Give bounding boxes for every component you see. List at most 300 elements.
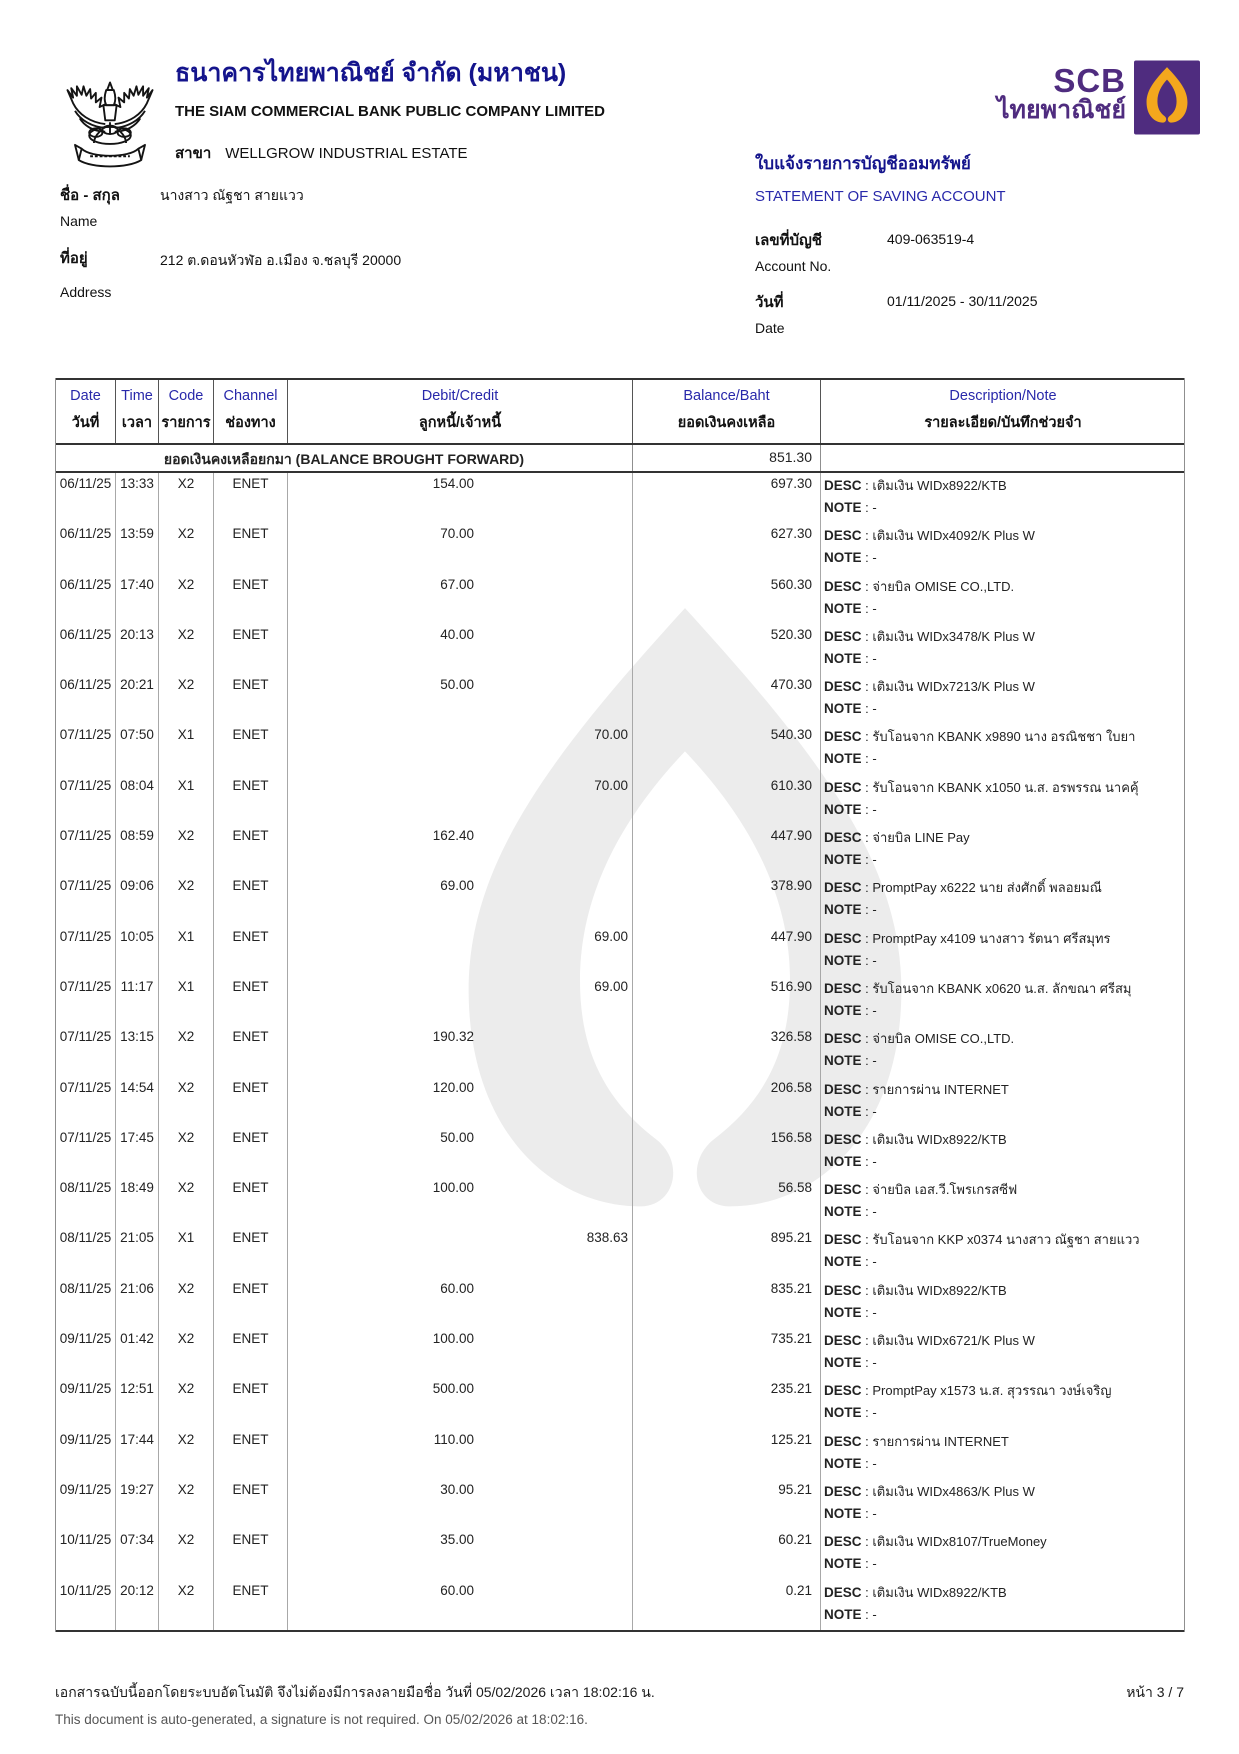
transaction-channel: ENET bbox=[214, 1580, 288, 1630]
credit-amount bbox=[474, 1130, 632, 1177]
transaction-balance: 206.58 bbox=[633, 1077, 821, 1127]
transaction-channel: ENET bbox=[214, 875, 288, 925]
description-line: DESC : เติมเงิน WIDx7213/K Plus W bbox=[824, 679, 1035, 695]
balance-brought-forward-amount: 851.30 bbox=[633, 445, 821, 471]
scb-lotus-icon bbox=[1134, 60, 1200, 135]
transaction-balance: 447.90 bbox=[633, 926, 821, 976]
note-line: NOTE : - bbox=[824, 1153, 877, 1169]
credit-amount: 70.00 bbox=[594, 777, 628, 793]
transaction-balance: 235.21 bbox=[633, 1378, 821, 1428]
transaction-row bbox=[56, 976, 1184, 1026]
note-line: NOTE : - bbox=[824, 801, 877, 817]
credit-amount bbox=[474, 878, 632, 925]
transaction-row bbox=[56, 624, 1184, 674]
description-line: DESC : รายการผ่าน INTERNET bbox=[824, 1433, 1009, 1449]
transaction-balance: 326.58 bbox=[633, 1026, 821, 1076]
transaction-date: 07/11/25 bbox=[56, 775, 116, 825]
transaction-time: 08:59 bbox=[116, 825, 159, 875]
transaction-debit-credit bbox=[288, 1278, 633, 1328]
transaction-debit-credit bbox=[288, 1529, 633, 1579]
account-no-label-th: เลขที่บัญชี bbox=[755, 232, 822, 249]
transaction-date: 08/11/25 bbox=[56, 1227, 116, 1277]
description-line: DESC : รับโอนจาก KBANK x9890 นาง อรณิชชา ใบยา bbox=[824, 729, 1136, 745]
transaction-channel: ENET bbox=[214, 674, 288, 724]
column-header-description: Description/Note รายละเอียด/บันทึกช่วยจำ bbox=[924, 388, 1082, 431]
note-line: NOTE : - bbox=[824, 500, 877, 515]
transaction-row bbox=[56, 1328, 1184, 1378]
transaction-time: 08:04 bbox=[116, 775, 159, 825]
credit-amount: 69.00 bbox=[594, 978, 628, 994]
transaction-time: 21:05 bbox=[116, 1227, 159, 1277]
transaction-channel: ENET bbox=[214, 523, 288, 573]
transaction-row bbox=[56, 875, 1184, 925]
transaction-row bbox=[56, 1227, 1184, 1277]
transaction-description bbox=[821, 825, 1185, 875]
transaction-description bbox=[821, 1378, 1185, 1428]
description-line: DESC : PromptPay x6222 นาย ส่งศักดิ์ พลอยมณี bbox=[824, 880, 1102, 896]
transaction-time: 18:49 bbox=[116, 1177, 159, 1227]
description-line: DESC : เติมเงิน WIDx3478/K Plus W bbox=[824, 628, 1035, 644]
transaction-balance: 835.21 bbox=[633, 1278, 821, 1328]
transaction-code: X2 bbox=[159, 624, 214, 674]
transaction-description bbox=[821, 1479, 1185, 1529]
transaction-debit-credit bbox=[288, 473, 633, 523]
credit-amount bbox=[474, 1432, 632, 1479]
description-line: DESC : จ่ายบิล OMISE CO.,LTD. bbox=[824, 578, 1015, 594]
balance-brought-forward-row bbox=[56, 445, 1184, 473]
transaction-date: 07/11/25 bbox=[56, 1026, 116, 1076]
footer-note-en: This document is auto-generated, a signature is not required. On 05/02/2026 at 18:02:16. bbox=[55, 1712, 588, 1727]
transaction-channel: ENET bbox=[214, 624, 288, 674]
transaction-channel: ENET bbox=[214, 1479, 288, 1529]
transaction-description bbox=[821, 1529, 1185, 1579]
transaction-row bbox=[56, 724, 1184, 774]
transaction-row bbox=[56, 1479, 1184, 1529]
transaction-code: X2 bbox=[159, 1278, 214, 1328]
bank-name-english: THE SIAM COMMERCIAL BANK PUBLIC COMPANY LIMITED bbox=[175, 103, 605, 120]
transaction-balance: 697.30 bbox=[633, 473, 821, 523]
transaction-row bbox=[56, 523, 1184, 573]
credit-amount bbox=[474, 476, 632, 523]
transaction-balance: 125.21 bbox=[633, 1429, 821, 1479]
transaction-balance: 95.21 bbox=[633, 1479, 821, 1529]
column-header-time: Time เวลา bbox=[116, 380, 159, 443]
transaction-channel: ENET bbox=[214, 473, 288, 523]
note-line: NOTE : - bbox=[824, 852, 877, 868]
credit-amount bbox=[474, 1180, 632, 1227]
description-line: DESC : เติมเงิน WIDx8107/TrueMoney bbox=[824, 1534, 1047, 1550]
transaction-row bbox=[56, 1580, 1184, 1630]
note-line: NOTE : - bbox=[824, 1455, 877, 1471]
transaction-description bbox=[821, 523, 1185, 573]
transaction-row bbox=[56, 473, 1184, 523]
note-line: NOTE : - bbox=[824, 701, 877, 717]
scb-logo-text-thai: ไทยพาณิชย์ bbox=[996, 96, 1126, 124]
transaction-description bbox=[821, 1227, 1185, 1277]
transaction-code: X2 bbox=[159, 1529, 214, 1579]
description-line: DESC : เติมเงิน WIDx8922/KTB bbox=[824, 1282, 1007, 1298]
debit-amount: 100.00 bbox=[432, 1331, 474, 1347]
note-line: NOTE : - bbox=[824, 1606, 877, 1622]
scb-logo bbox=[997, 60, 1200, 135]
transaction-debit-credit bbox=[288, 1580, 633, 1630]
debit-amount: 60.00 bbox=[440, 1582, 474, 1598]
date-label-th: วันที่ bbox=[755, 294, 784, 311]
note-line: NOTE : - bbox=[824, 1002, 877, 1018]
debit-amount: 190.32 bbox=[432, 1029, 474, 1045]
transaction-time: 20:13 bbox=[116, 624, 159, 674]
transaction-debit-credit bbox=[288, 1227, 633, 1277]
transaction-date: 07/11/25 bbox=[56, 724, 116, 774]
note-line: NOTE : - bbox=[824, 1355, 877, 1371]
column-header-debit-credit: Debit/Credit ลูกหนี้/เจ้าหนี้ bbox=[288, 380, 633, 443]
transaction-channel: ENET bbox=[214, 1278, 288, 1328]
table-header-row bbox=[56, 378, 1184, 445]
debit-amount: 120.00 bbox=[432, 1079, 474, 1095]
branch-value: WELLGROW INDUSTRIAL ESTATE bbox=[225, 145, 468, 162]
transaction-code: X2 bbox=[159, 473, 214, 523]
debit-amount: 40.00 bbox=[440, 626, 474, 642]
transaction-description bbox=[821, 1026, 1185, 1076]
transaction-channel: ENET bbox=[214, 1127, 288, 1177]
transaction-debit-credit bbox=[288, 674, 633, 724]
transaction-debit-credit bbox=[288, 775, 633, 825]
description-line: DESC : เติมเงิน WIDx8922/KTB bbox=[824, 1584, 1007, 1600]
debit-amount: 67.00 bbox=[440, 576, 474, 592]
transaction-debit-credit bbox=[288, 1077, 633, 1127]
debit-amount: 35.00 bbox=[440, 1532, 474, 1548]
transaction-time: 13:33 bbox=[116, 473, 159, 523]
transaction-description bbox=[821, 1127, 1185, 1177]
transaction-time: 11:17 bbox=[116, 976, 159, 1026]
transaction-description bbox=[821, 926, 1185, 976]
debit-amount: 69.00 bbox=[440, 878, 474, 894]
description-line: DESC : เติมเงิน WIDx6721/K Plus W bbox=[824, 1333, 1035, 1349]
transaction-time: 19:27 bbox=[116, 1479, 159, 1529]
transaction-debit-credit bbox=[288, 1429, 633, 1479]
transaction-debit-credit bbox=[288, 523, 633, 573]
description-line: DESC : รับโอนจาก KBANK x0620 น.ส. ลักขณา ศรีสมุ bbox=[824, 980, 1132, 996]
transaction-channel: ENET bbox=[214, 1529, 288, 1579]
account-no-label-en: Account No. bbox=[755, 258, 832, 274]
transaction-date: 09/11/25 bbox=[56, 1429, 116, 1479]
transaction-balance: 520.30 bbox=[633, 624, 821, 674]
transaction-code: X2 bbox=[159, 1127, 214, 1177]
note-line: NOTE : - bbox=[824, 1053, 877, 1069]
transaction-debit-credit bbox=[288, 1177, 633, 1227]
description-line: DESC : จ่ายบิล เอส.วี.โพรเกรสซีฟ bbox=[824, 1182, 1018, 1198]
column-header-channel: Channel ช่องทาง bbox=[214, 380, 288, 443]
bank-header bbox=[175, 58, 605, 165]
transaction-channel: ENET bbox=[214, 1378, 288, 1428]
transaction-row bbox=[56, 1127, 1184, 1177]
transaction-code: X2 bbox=[159, 1177, 214, 1227]
transaction-channel: ENET bbox=[214, 775, 288, 825]
transaction-debit-credit bbox=[288, 574, 633, 624]
transaction-date: 07/11/25 bbox=[56, 1077, 116, 1127]
transaction-channel: ENET bbox=[214, 574, 288, 624]
debit-amount: 154.00 bbox=[432, 476, 474, 491]
transaction-balance: 895.21 bbox=[633, 1227, 821, 1277]
description-line: DESC : รับโอนจาก KBANK x1050 น.ส. อรพรรณ นาคคุ้ bbox=[824, 779, 1139, 795]
credit-amount: 69.00 bbox=[594, 928, 628, 944]
customer-address-value: 212 ต.ดอนหัวฬ่อ อ.เมือง จ.ชลบุรี 20000 bbox=[160, 252, 402, 268]
transaction-balance: 378.90 bbox=[633, 875, 821, 925]
transaction-time: 07:34 bbox=[116, 1529, 159, 1579]
transaction-code: X2 bbox=[159, 523, 214, 573]
transaction-date: 09/11/25 bbox=[56, 1479, 116, 1529]
transaction-date: 08/11/25 bbox=[56, 1278, 116, 1328]
credit-amount: 70.00 bbox=[594, 727, 628, 743]
transaction-channel: ENET bbox=[214, 724, 288, 774]
transaction-balance: 156.58 bbox=[633, 1127, 821, 1177]
transaction-balance: 56.58 bbox=[633, 1177, 821, 1227]
transaction-date: 09/11/25 bbox=[56, 1378, 116, 1428]
debit-amount: 50.00 bbox=[440, 1129, 474, 1145]
debit-amount: 50.00 bbox=[440, 677, 474, 693]
transaction-time: 13:59 bbox=[116, 523, 159, 573]
note-line: NOTE : - bbox=[824, 1405, 877, 1421]
transaction-row bbox=[56, 674, 1184, 724]
transaction-debit-credit bbox=[288, 1026, 633, 1076]
transaction-channel: ENET bbox=[214, 1227, 288, 1277]
credit-amount bbox=[474, 1583, 632, 1630]
statement-title-en: STATEMENT OF SAVING ACCOUNT bbox=[755, 188, 1006, 205]
note-line: NOTE : - bbox=[824, 751, 877, 767]
balance-brought-forward-desc bbox=[821, 445, 1185, 471]
transaction-time: 17:45 bbox=[116, 1127, 159, 1177]
transaction-description bbox=[821, 1077, 1185, 1127]
transaction-description bbox=[821, 1580, 1185, 1630]
transaction-balance: 560.30 bbox=[633, 574, 821, 624]
note-line: NOTE : - bbox=[824, 600, 877, 616]
transaction-description bbox=[821, 875, 1185, 925]
transaction-row bbox=[56, 1177, 1184, 1227]
credit-amount bbox=[474, 1281, 632, 1328]
transaction-code: X2 bbox=[159, 1077, 214, 1127]
table-body bbox=[56, 473, 1184, 1632]
transaction-row bbox=[56, 1077, 1184, 1127]
transaction-date: 10/11/25 bbox=[56, 1580, 116, 1630]
note-line: NOTE : - bbox=[824, 1505, 877, 1521]
bank-name-thai: ธนาคารไทยพาณิชย์ จำกัด (มหาชน) bbox=[175, 59, 567, 87]
transaction-date: 06/11/25 bbox=[56, 624, 116, 674]
transaction-debit-credit bbox=[288, 724, 633, 774]
transaction-description bbox=[821, 724, 1185, 774]
description-line: DESC : เติมเงิน WIDx8922/KTB bbox=[824, 478, 1007, 493]
transaction-time: 10:05 bbox=[116, 926, 159, 976]
transaction-balance: 540.30 bbox=[633, 724, 821, 774]
transaction-description bbox=[821, 674, 1185, 724]
transaction-row bbox=[56, 775, 1184, 825]
transaction-code: X2 bbox=[159, 875, 214, 925]
debit-amount: 100.00 bbox=[432, 1180, 474, 1196]
transaction-balance: 0.21 bbox=[633, 1580, 821, 1630]
debit-amount: 110.00 bbox=[433, 1431, 474, 1447]
credit-amount: 838.63 bbox=[586, 1230, 628, 1246]
transaction-debit-credit bbox=[288, 624, 633, 674]
transaction-channel: ENET bbox=[214, 926, 288, 976]
transaction-description bbox=[821, 775, 1185, 825]
date-range-value: 01/11/2025 - 30/11/2025 bbox=[887, 293, 1038, 309]
credit-amount bbox=[474, 1532, 632, 1579]
transaction-time: 07:50 bbox=[116, 724, 159, 774]
transaction-date: 07/11/25 bbox=[56, 926, 116, 976]
customer-name-label-en: Name bbox=[60, 213, 98, 229]
description-line: DESC : เติมเงิน WIDx8922/KTB bbox=[824, 1131, 1007, 1147]
credit-amount bbox=[474, 627, 632, 674]
credit-amount bbox=[474, 1331, 632, 1378]
debit-amount: 70.00 bbox=[440, 526, 474, 542]
customer-name-value: นางสาว ณัฐชา สายแวว bbox=[160, 187, 304, 203]
credit-amount bbox=[474, 1482, 632, 1529]
transaction-description bbox=[821, 1429, 1185, 1479]
transaction-balance: 735.21 bbox=[633, 1328, 821, 1378]
transactions-table bbox=[55, 378, 1185, 1632]
transaction-time: 09:06 bbox=[116, 875, 159, 925]
transaction-row bbox=[56, 1378, 1184, 1428]
transaction-row bbox=[56, 1429, 1184, 1479]
scb-logo-text-scb: SCB bbox=[1053, 62, 1126, 99]
debit-amount bbox=[288, 929, 474, 976]
transaction-code: X2 bbox=[159, 1479, 214, 1529]
column-header-date: Date วันที่ bbox=[56, 380, 116, 443]
debit-amount: 500.00 bbox=[432, 1381, 474, 1397]
transaction-date: 09/11/25 bbox=[56, 1328, 116, 1378]
transaction-code: X2 bbox=[159, 1429, 214, 1479]
account-no-value: 409-063519-4 bbox=[887, 231, 975, 247]
transaction-debit-credit bbox=[288, 825, 633, 875]
transaction-description bbox=[821, 1278, 1185, 1328]
transaction-debit-credit bbox=[288, 1328, 633, 1378]
transaction-balance: 447.90 bbox=[633, 825, 821, 875]
transaction-row bbox=[56, 1529, 1184, 1579]
statement-title-th: ใบแจ้งรายการบัญชีออมทรัพย์ bbox=[755, 154, 971, 173]
debit-amount bbox=[288, 979, 474, 1026]
transaction-date: 06/11/25 bbox=[56, 523, 116, 573]
note-line: NOTE : - bbox=[824, 902, 877, 918]
description-line: DESC : รับโอนจาก KKP x0374 นางสาว ณัฐชา สายแวว bbox=[824, 1232, 1140, 1248]
note-line: NOTE : - bbox=[824, 1254, 877, 1270]
credit-amount bbox=[474, 1080, 632, 1127]
transaction-description bbox=[821, 1328, 1185, 1378]
transaction-balance: 627.30 bbox=[633, 523, 821, 573]
transaction-row bbox=[56, 825, 1184, 875]
transaction-code: X2 bbox=[159, 825, 214, 875]
debit-amount bbox=[288, 778, 474, 825]
note-line: NOTE : - bbox=[824, 952, 877, 968]
transaction-date: 06/11/25 bbox=[56, 674, 116, 724]
transaction-code: X2 bbox=[159, 1378, 214, 1428]
debit-amount bbox=[288, 727, 474, 774]
note-line: NOTE : - bbox=[824, 550, 877, 566]
transaction-balance: 470.30 bbox=[633, 674, 821, 724]
column-header-balance: Balance/Baht ยอดเงินคงเหลือ bbox=[633, 380, 821, 443]
debit-amount: 30.00 bbox=[440, 1481, 474, 1497]
branch-label: สาขา bbox=[175, 145, 212, 162]
transaction-channel: ENET bbox=[214, 825, 288, 875]
description-line: DESC : PromptPay x4109 นางสาว รัตนา ศรีสมุทร bbox=[824, 930, 1111, 946]
debit-amount: 162.40 bbox=[432, 828, 474, 844]
transaction-code: X2 bbox=[159, 1580, 214, 1630]
debit-amount bbox=[288, 1230, 474, 1277]
garuda-emblem-icon bbox=[58, 78, 162, 174]
note-line: NOTE : - bbox=[824, 1204, 877, 1220]
transaction-date: 07/11/25 bbox=[56, 875, 116, 925]
transaction-date: 07/11/25 bbox=[56, 976, 116, 1026]
note-line: NOTE : - bbox=[824, 1304, 877, 1320]
transaction-date: 07/11/25 bbox=[56, 1127, 116, 1177]
transaction-time: 14:54 bbox=[116, 1077, 159, 1127]
debit-amount: 60.00 bbox=[440, 1280, 474, 1296]
transaction-debit-credit bbox=[288, 976, 633, 1026]
transaction-channel: ENET bbox=[214, 1328, 288, 1378]
transaction-date: 08/11/25 bbox=[56, 1177, 116, 1227]
transaction-code: X2 bbox=[159, 1328, 214, 1378]
description-line: DESC : จ่ายบิล OMISE CO.,LTD. bbox=[824, 1031, 1015, 1047]
transaction-description bbox=[821, 624, 1185, 674]
credit-amount bbox=[474, 1029, 632, 1076]
transaction-debit-credit bbox=[288, 926, 633, 976]
transaction-time: 21:06 bbox=[116, 1278, 159, 1328]
customer-name-label-th: ชื่อ - สกุล bbox=[60, 187, 120, 204]
transaction-description bbox=[821, 976, 1185, 1026]
transaction-debit-credit bbox=[288, 1479, 633, 1529]
transaction-channel: ENET bbox=[214, 1429, 288, 1479]
date-label-en: Date bbox=[755, 320, 785, 336]
transaction-row bbox=[56, 574, 1184, 624]
description-line: DESC : เติมเงิน WIDx4863/K Plus W bbox=[824, 1483, 1035, 1499]
transaction-debit-credit bbox=[288, 875, 633, 925]
transaction-description bbox=[821, 574, 1185, 624]
transaction-row bbox=[56, 1278, 1184, 1328]
customer-address-label-th: ที่อยู่ bbox=[60, 250, 88, 267]
transaction-channel: ENET bbox=[214, 1026, 288, 1076]
description-line: DESC : เติมเงิน WIDx4092/K Plus W bbox=[824, 528, 1035, 544]
transaction-time: 13:15 bbox=[116, 1026, 159, 1076]
transaction-code: X1 bbox=[159, 976, 214, 1026]
transaction-description bbox=[821, 473, 1185, 523]
transaction-date: 10/11/25 bbox=[56, 1529, 116, 1579]
note-line: NOTE : - bbox=[824, 1103, 877, 1119]
transaction-debit-credit bbox=[288, 1378, 633, 1428]
transaction-time: 01:42 bbox=[116, 1328, 159, 1378]
transaction-time: 17:44 bbox=[116, 1429, 159, 1479]
page-number: หน้า 3 / 7 bbox=[1126, 1684, 1184, 1700]
transaction-channel: ENET bbox=[214, 976, 288, 1026]
transaction-description bbox=[821, 1177, 1185, 1227]
transaction-time: 12:51 bbox=[116, 1378, 159, 1428]
transaction-balance: 516.90 bbox=[633, 976, 821, 1026]
transaction-date: 07/11/25 bbox=[56, 825, 116, 875]
credit-amount bbox=[474, 526, 632, 573]
credit-amount bbox=[474, 577, 632, 624]
credit-amount bbox=[474, 677, 632, 724]
transaction-code: X1 bbox=[159, 1227, 214, 1277]
column-header-code: Code รายการ bbox=[159, 380, 214, 443]
transaction-channel: ENET bbox=[214, 1077, 288, 1127]
transaction-channel: ENET bbox=[214, 1177, 288, 1227]
transaction-time: 20:12 bbox=[116, 1580, 159, 1630]
transaction-time: 17:40 bbox=[116, 574, 159, 624]
transaction-time: 20:21 bbox=[116, 674, 159, 724]
transaction-code: X1 bbox=[159, 775, 214, 825]
note-line: NOTE : - bbox=[824, 1556, 877, 1572]
transaction-code: X2 bbox=[159, 574, 214, 624]
transaction-debit-credit bbox=[288, 1127, 633, 1177]
description-line: DESC : จ่ายบิล LINE Pay bbox=[824, 830, 970, 846]
transaction-balance: 60.21 bbox=[633, 1529, 821, 1579]
